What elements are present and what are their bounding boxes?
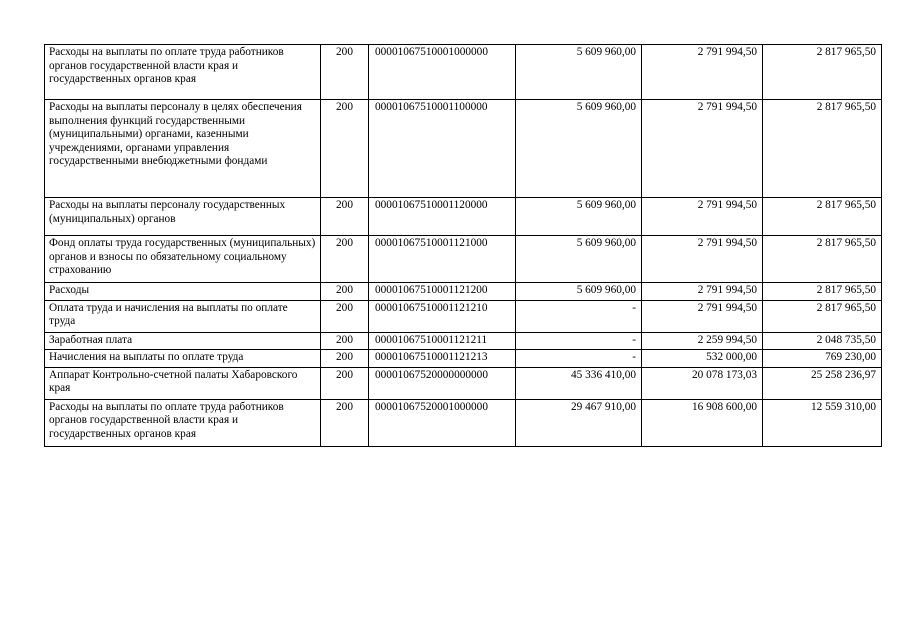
row-name-cell: Аппарат Контрольно-счетной палаты Хабаровского края xyxy=(45,367,321,399)
row-executed-cell: 2 791 994,50 xyxy=(642,236,763,283)
row-executed-cell: 2 791 994,50 xyxy=(642,198,763,236)
row-name-cell: Расходы на выплаты по оплате труда работников органов государственной власти края и государственных органов края xyxy=(45,45,321,100)
row-remaining-cell: 2 817 965,50 xyxy=(763,300,882,332)
row-code-cell: 200 xyxy=(321,236,369,283)
row-plan-cell: - xyxy=(516,332,642,350)
row-plan-cell: - xyxy=(516,300,642,332)
row-kbk-cell: 00001067510001121000 xyxy=(369,236,516,283)
row-kbk-cell: 00001067510001121210 xyxy=(369,300,516,332)
row-plan-cell: 45 336 410,00 xyxy=(516,367,642,399)
row-plan-cell: 5 609 960,00 xyxy=(516,198,642,236)
row-remaining-cell: 769 230,00 xyxy=(763,350,882,368)
row-name-cell: Расходы на выплаты по оплате труда работников органов государственной власти края и государственных органов края xyxy=(45,399,321,446)
row-name-cell: Заработная плата xyxy=(45,332,321,350)
row-code-cell: 200 xyxy=(321,45,369,100)
table-row xyxy=(45,332,882,350)
row-name-cell: Расходы на выплаты персоналу в целях обеспечения выполнения функций государственными (муниципальными) органами, казенными учреждениями, органами управления государственными внебюджетными фондами xyxy=(45,100,321,198)
row-remaining-cell: 2 817 965,50 xyxy=(763,100,882,198)
row-code-cell: 200 xyxy=(321,350,369,368)
row-kbk-cell: 00001067510001121213 xyxy=(369,350,516,368)
budget-execution-table xyxy=(44,44,882,447)
row-name-cell: Начисления на выплаты по оплате труда xyxy=(45,350,321,368)
table-row xyxy=(45,236,882,283)
row-executed-cell: 2 791 994,50 xyxy=(642,283,763,301)
table-row xyxy=(45,100,882,198)
row-remaining-cell: 2 048 735,50 xyxy=(763,332,882,350)
row-remaining-cell: 12 559 310,00 xyxy=(763,399,882,446)
row-executed-cell: 20 078 173,03 xyxy=(642,367,763,399)
row-plan-cell: 5 609 960,00 xyxy=(516,283,642,301)
row-remaining-cell: 2 817 965,50 xyxy=(763,236,882,283)
table-row xyxy=(45,198,882,236)
row-executed-cell: 2 791 994,50 xyxy=(642,45,763,100)
row-code-cell: 200 xyxy=(321,332,369,350)
row-kbk-cell: 00001067510001000000 xyxy=(369,45,516,100)
table-row xyxy=(45,283,882,301)
row-executed-cell: 2 259 994,50 xyxy=(642,332,763,350)
row-name-cell: Расходы xyxy=(45,283,321,301)
row-remaining-cell: 2 817 965,50 xyxy=(763,45,882,100)
row-remaining-cell: 2 817 965,50 xyxy=(763,283,882,301)
row-executed-cell: 2 791 994,50 xyxy=(642,300,763,332)
row-kbk-cell: 00001067520001000000 xyxy=(369,399,516,446)
table-row xyxy=(45,367,882,399)
row-remaining-cell: 25 258 236,97 xyxy=(763,367,882,399)
row-kbk-cell: 00001067510001121211 xyxy=(369,332,516,350)
row-code-cell: 200 xyxy=(321,399,369,446)
row-name-cell: Фонд оплаты труда государственных (муниципальных) органов и взносы по обязательному социальному страхованию xyxy=(45,236,321,283)
row-code-cell: 200 xyxy=(321,283,369,301)
row-plan-cell: - xyxy=(516,350,642,368)
table-row xyxy=(45,350,882,368)
row-name-cell: Оплата труда и начисления на выплаты по оплате труда xyxy=(45,300,321,332)
row-plan-cell: 5 609 960,00 xyxy=(516,100,642,198)
row-plan-cell: 5 609 960,00 xyxy=(516,236,642,283)
row-code-cell: 200 xyxy=(321,100,369,198)
row-kbk-cell: 00001067510001100000 xyxy=(369,100,516,198)
row-kbk-cell: 00001067510001120000 xyxy=(369,198,516,236)
row-code-cell: 200 xyxy=(321,198,369,236)
table-body xyxy=(45,45,882,447)
row-executed-cell: 532 000,00 xyxy=(642,350,763,368)
budget-report-page xyxy=(44,44,881,447)
table-row xyxy=(45,399,882,446)
row-plan-cell: 5 609 960,00 xyxy=(516,45,642,100)
row-name-cell: Расходы на выплаты персоналу государственных (муниципальных) органов xyxy=(45,198,321,236)
row-kbk-cell: 00001067510001121200 xyxy=(369,283,516,301)
table-row xyxy=(45,300,882,332)
row-executed-cell: 2 791 994,50 xyxy=(642,100,763,198)
row-plan-cell: 29 467 910,00 xyxy=(516,399,642,446)
row-code-cell: 200 xyxy=(321,367,369,399)
table-row xyxy=(45,45,882,100)
row-executed-cell: 16 908 600,00 xyxy=(642,399,763,446)
row-remaining-cell: 2 817 965,50 xyxy=(763,198,882,236)
row-code-cell: 200 xyxy=(321,300,369,332)
row-kbk-cell: 00001067520000000000 xyxy=(369,367,516,399)
